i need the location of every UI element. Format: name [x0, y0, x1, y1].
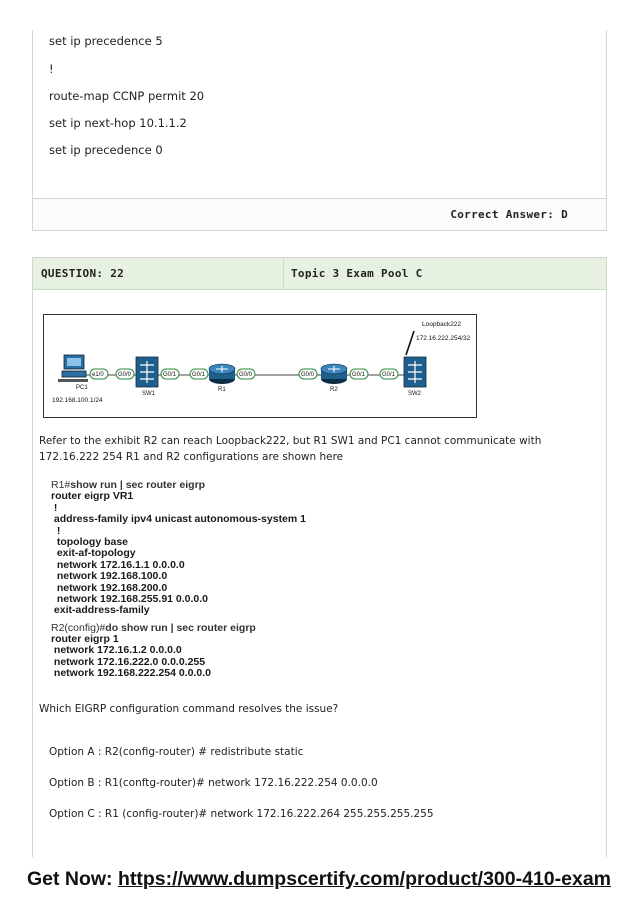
port-label: G0/0	[118, 372, 132, 378]
cli-line: network 172.16.1.2 0.0.0.0	[51, 644, 182, 657]
cli-prompt-line: R2(config)#do show run | sec router eigrp	[51, 621, 256, 634]
cli-line: address-family ipv4 unicast autonomous-system 1	[51, 513, 306, 526]
cli-line: topology base	[51, 535, 129, 548]
port-label: G0/0	[239, 372, 253, 378]
cli-line: network 172.16.1.1 0.0.0.0	[51, 558, 185, 571]
loopback-ip-label: 172.16.222.254/32	[416, 335, 471, 342]
port-label: G0/0	[301, 372, 315, 378]
cli-line: !	[51, 524, 61, 537]
option-a[interactable]: Option A : R2(config-router) # redistribute static	[49, 746, 304, 758]
config-line: route-map CCNP permit 20	[49, 89, 205, 103]
answer-row	[33, 198, 606, 230]
topology-exhibit	[43, 314, 477, 418]
cli-line: network 192.168.255.91 0.0.0.0	[51, 592, 209, 605]
cli-line: router eigrp 1	[51, 633, 119, 646]
config-line: !	[49, 62, 54, 76]
footer-prefix: Get Now:	[26, 868, 118, 890]
pc-label: PC1	[76, 385, 88, 391]
cli-line: router eigrp VR1	[51, 490, 134, 503]
router-r2-icon	[321, 364, 347, 384]
option-c[interactable]: Option C : R1 (config-router)# network 172.16.222.264 255.255.255.255	[49, 808, 434, 820]
config-line: set ip precedence 0	[49, 143, 163, 157]
cli-line: exit-address-family	[51, 604, 150, 617]
port-label: G0/1	[382, 372, 396, 378]
config-line: set ip precedence 5	[49, 34, 163, 48]
port-label: G0/1	[192, 372, 206, 378]
pc-icon	[58, 355, 88, 382]
question-panel	[32, 257, 607, 857]
question-header	[33, 258, 606, 290]
switch-sw1-icon	[136, 357, 158, 387]
footer-banner	[0, 868, 638, 891]
cli-line: exit-af-topology	[51, 547, 136, 560]
port-label: e1/0	[92, 372, 104, 378]
cli-prompt-line: R1#show run | sec router eigrp	[51, 479, 206, 491]
cli-output	[51, 480, 381, 680]
router-r1-icon	[209, 364, 235, 384]
sw2-label: SW2	[408, 391, 422, 397]
correct-answer: Correct Answer: D	[450, 208, 568, 221]
cli-line: network 172.16.222.0 0.0.0.255	[51, 655, 206, 668]
sw1-label: SW1	[142, 391, 156, 397]
cli-line: network 192.168.222.254 0.0.0.0	[51, 667, 211, 680]
option-b[interactable]: Option B : R1(conftg-router)# network 172.16.222.254 0.0.0.0	[49, 777, 378, 789]
question-topic: Topic 3 Exam Pool C	[291, 267, 423, 280]
config-line: set ip next-hop 10.1.1.2	[49, 116, 187, 130]
switch-sw2-icon	[404, 357, 426, 387]
port-label: G0/1	[163, 372, 177, 378]
r2-label: R2	[330, 387, 338, 393]
question-text: Refer to the exhibit R2 can reach Loopback222, but R1 SW1 and PC1 cannot communicate with 172.16.222 254 R1 and R2 configurations are shown here	[39, 435, 542, 463]
port-label: G0/1	[352, 372, 366, 378]
previous-question-panel	[32, 30, 607, 231]
topology-diagram	[44, 315, 476, 417]
loopback-label: Loopback222	[422, 321, 462, 328]
cli-line: !	[51, 501, 58, 514]
question-prompt: Which EIGRP configuration command resolves the issue?	[39, 703, 339, 715]
header-divider	[283, 258, 284, 289]
cli-line: network 192.168.100.0	[51, 570, 168, 583]
pc-ip-label: 192.168.100.1/24	[52, 397, 103, 404]
cli-line: network 192.168.200.0	[51, 581, 168, 594]
question-number: QUESTION: 22	[41, 267, 125, 280]
r1-label: R1	[218, 387, 226, 393]
footer-link[interactable]: https://www.dumpscertify.com/product/300-410-exam	[117, 868, 612, 890]
